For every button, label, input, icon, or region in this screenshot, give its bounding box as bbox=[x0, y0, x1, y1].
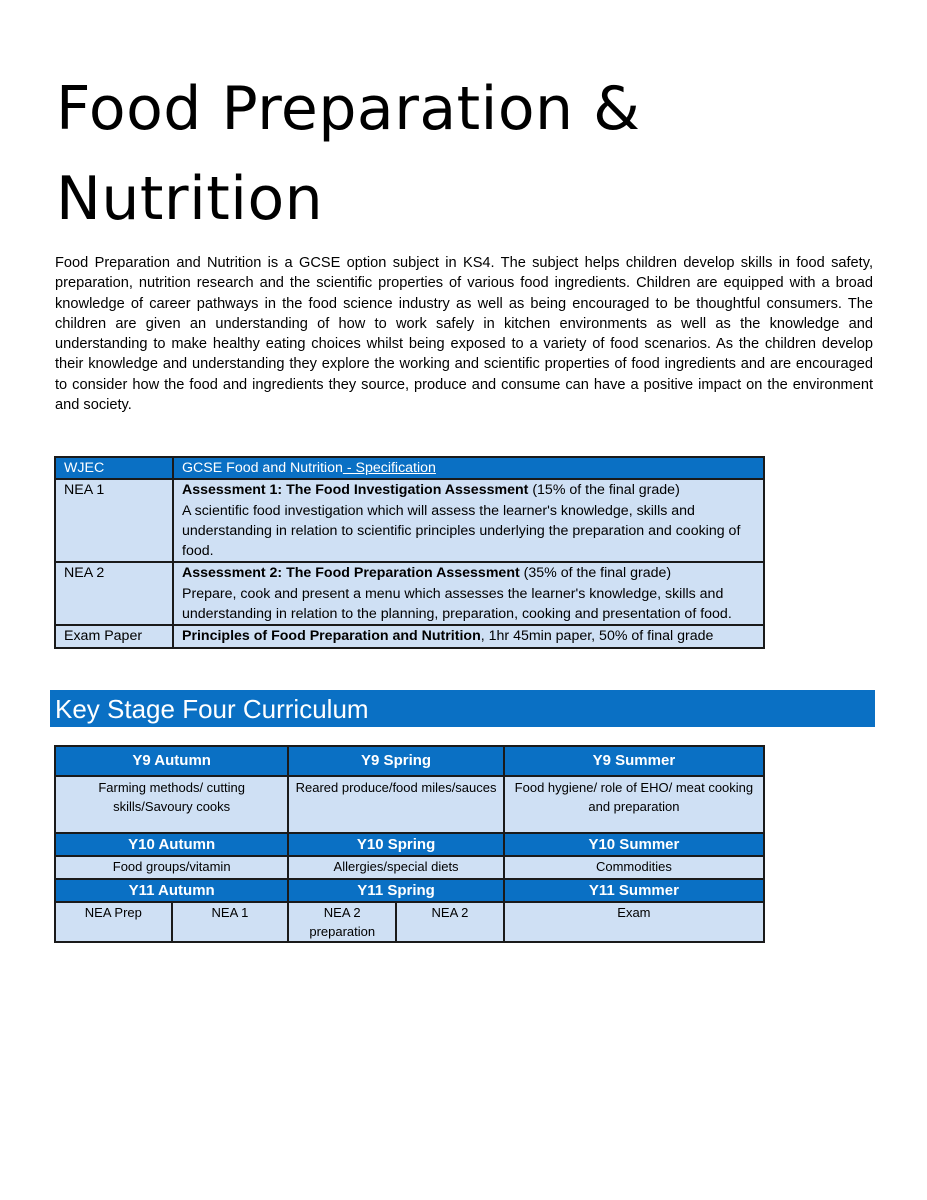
term-topic: Allergies/special diets bbox=[288, 856, 504, 879]
page-title: Food Preparation & Nutrition bbox=[56, 74, 641, 234]
term-header: Y9 Autumn bbox=[55, 746, 288, 776]
term-header: Y11 Spring bbox=[288, 879, 504, 902]
section-heading: Key Stage Four Curriculum bbox=[50, 690, 875, 727]
course-title bbox=[173, 457, 764, 479]
assessment-description: A scientific food investigation which will assess the learner's knowledge, skills and understanding in relation to scientific principles underlying the preparation and cooking of food. bbox=[182, 502, 741, 560]
y10-content-row bbox=[55, 856, 764, 879]
term-header: Y11 Autumn bbox=[55, 879, 288, 902]
term-header: Y10 Spring bbox=[288, 833, 504, 856]
exam-details: , 1hr 45min paper, 50% of final grade bbox=[480, 628, 714, 645]
term-topic: NEA 2 bbox=[396, 902, 504, 942]
spec-row-label: NEA 2 bbox=[55, 562, 173, 625]
term-header: Y9 Spring bbox=[288, 746, 504, 776]
y11-header-row bbox=[55, 879, 764, 902]
spec-row-exam bbox=[55, 625, 764, 647]
spec-row-content bbox=[173, 562, 764, 625]
assessment-title: Assessment 2: The Food Preparation Assessment bbox=[182, 565, 520, 582]
spec-row-nea2 bbox=[55, 562, 764, 625]
specification-link[interactable]: - Specification bbox=[342, 460, 436, 476]
term-header: Y11 Summer bbox=[504, 879, 764, 902]
term-topic: Commodities bbox=[504, 856, 764, 879]
y10-header-row bbox=[55, 833, 764, 856]
term-topic: Exam bbox=[504, 902, 764, 942]
exam-board: WJEC bbox=[55, 457, 173, 479]
term-topic: Food groups/vitamin bbox=[55, 856, 288, 879]
term-header: Y10 Autumn bbox=[55, 833, 288, 856]
course-name: GCSE Food and Nutrition bbox=[182, 460, 343, 476]
term-topic: Farming methods/ cutting skills/Savoury cooks bbox=[55, 776, 288, 833]
assessment-title: Assessment 1: The Food Investigation Assessment bbox=[182, 482, 529, 499]
y9-content-row bbox=[55, 776, 764, 833]
spec-row-content bbox=[173, 625, 764, 647]
term-header: Y10 Summer bbox=[504, 833, 764, 856]
term-header: Y9 Summer bbox=[504, 746, 764, 776]
assessment-weight: (15% of the final grade) bbox=[528, 482, 680, 499]
y11-content-row bbox=[55, 902, 764, 942]
curriculum-table bbox=[54, 745, 765, 943]
assessment-weight: (35% of the final grade) bbox=[519, 565, 672, 582]
spec-row-content bbox=[173, 479, 764, 562]
spec-row-nea1 bbox=[55, 479, 764, 562]
assessment-description: Prepare, cook and present a menu which assesses the learner's knowledge, skills and understanding in relation to the planning, preparation, cooking and presentation of food. bbox=[182, 585, 732, 623]
term-topic: NEA Prep bbox=[55, 902, 172, 942]
term-topic: NEA 1 bbox=[172, 902, 289, 942]
y9-header-row bbox=[55, 746, 764, 776]
exam-title: Principles of Food Preparation and Nutrition bbox=[182, 628, 481, 645]
intro-paragraph: Food Preparation and Nutrition is a GCSE option subject in KS4. The subject helps children develop skills in food safety, preparation, nutrition research and the scientific properties of various food ingredients. Children are equipped with a broad knowledge of career pathways in the food science industry as well as being encouraged to be thoughtful consumers. The children are given an understanding of how to work safely in kitchen environments as well as the knowledge and understanding to make healthy eating choices whilst being exposed to a variety of food scenarios. As the children develop their knowledge and understanding they explore the working and scientific properties of food ingredients and are encouraged to consider how the food and ingredients they source, produce and consume can have a positive impact on the environment and society. bbox=[55, 255, 873, 414]
spec-header-row bbox=[55, 457, 764, 479]
spec-row-label: NEA 1 bbox=[55, 479, 173, 562]
term-topic: Reared produce/food miles/sauces bbox=[288, 776, 504, 833]
term-topic: NEA 2 preparation bbox=[288, 902, 396, 942]
specification-table bbox=[54, 456, 765, 649]
spec-row-label: Exam Paper bbox=[55, 625, 173, 647]
term-topic: Food hygiene/ role of EHO/ meat cooking and preparation bbox=[504, 776, 764, 833]
